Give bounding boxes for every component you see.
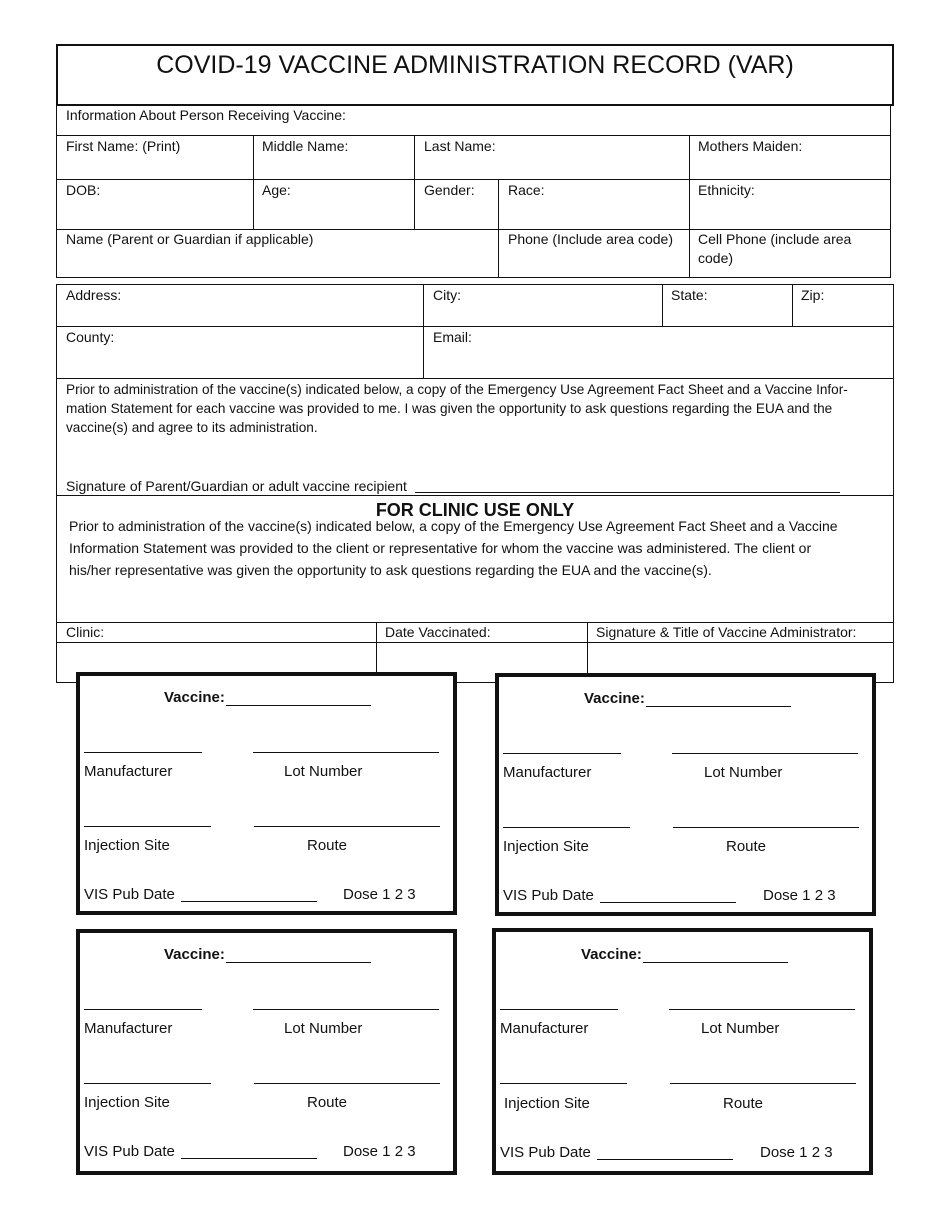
signature-line[interactable] xyxy=(415,492,840,493)
vaccine-card-4 xyxy=(492,928,873,1175)
consent-line-3: vaccine(s) and agree to its administration. xyxy=(66,420,318,435)
manufacturer-label: Manufacturer xyxy=(500,1020,589,1037)
age-field[interactable]: Age: xyxy=(262,182,291,198)
manufacturer-label: Manufacturer xyxy=(503,764,592,781)
vaccine-name-line[interactable] xyxy=(646,706,791,707)
signature-label: Signature of Parent/Guardian or adult vaccine recipient xyxy=(66,478,407,494)
address-field[interactable]: Address: xyxy=(66,287,122,303)
vaccine-label: Vaccine: xyxy=(584,690,645,707)
route-label: Route xyxy=(307,837,348,854)
injection-site-label: Injection Site xyxy=(504,1095,590,1112)
lot-number-label: Lot Number xyxy=(701,1020,780,1037)
injection-site-label: Injection Site xyxy=(84,1094,170,1111)
vaccine-name-line[interactable] xyxy=(226,705,371,706)
last-name-field[interactable]: Last Name: xyxy=(424,138,496,154)
manufacturer-label: Manufacturer xyxy=(84,1020,173,1037)
lot-number-label: Lot Number xyxy=(704,764,783,781)
administrator-signature-field[interactable]: Signature & Title of Vaccine Administrator: xyxy=(596,624,857,640)
zip-field[interactable]: Zip: xyxy=(801,287,825,303)
lot-number-label: Lot Number xyxy=(284,763,363,780)
route-label: Route xyxy=(307,1094,348,1111)
vis-pub-date-label: VIS Pub Date xyxy=(503,887,594,904)
clinic-field[interactable]: Clinic: xyxy=(66,624,105,640)
clinic-use-heading: FOR CLINIC USE ONLY xyxy=(375,500,575,520)
date-vaccinated-field[interactable]: Date Vaccinated: xyxy=(385,624,491,640)
vaccine-card-2 xyxy=(495,673,876,916)
guardian-name-field[interactable]: Name (Parent or Guardian if applicable) xyxy=(66,231,314,247)
clinic-line-2: Information Statement was provided to the client or representative for whom the vaccine was administered. The client or xyxy=(69,540,812,556)
consent-line-2: mation Statement for each vaccine was provided to me. I was given the opportunity to ask questions regarding the EUA and the xyxy=(66,401,833,416)
recipient-section-label: Information About Person Receiving Vaccine: xyxy=(66,107,346,123)
vaccine-label: Vaccine: xyxy=(164,689,225,706)
dob-field[interactable]: DOB: xyxy=(66,182,101,198)
email-field[interactable]: Email: xyxy=(433,329,472,345)
dose-options[interactable]: Dose 1 2 3 xyxy=(343,1143,416,1160)
mothers-maiden-field[interactable]: Mothers Maiden: xyxy=(698,138,803,154)
vaccine-name-line[interactable] xyxy=(226,962,371,963)
vaccine-card-3 xyxy=(76,929,457,1175)
vaccine-name-line[interactable] xyxy=(643,962,788,963)
first-name-field[interactable]: First Name: (Print) xyxy=(66,138,181,154)
injection-site-label: Injection Site xyxy=(503,838,589,855)
state-field[interactable]: State: xyxy=(671,287,708,303)
dose-options[interactable]: Dose 1 2 3 xyxy=(763,887,836,904)
injection-site-label: Injection Site xyxy=(84,837,170,854)
route-label: Route xyxy=(726,838,767,855)
dose-options[interactable]: Dose 1 2 3 xyxy=(760,1144,833,1161)
vaccine-label: Vaccine: xyxy=(164,946,225,963)
manufacturer-label: Manufacturer xyxy=(84,763,173,780)
consent-line-1: Prior to administration of the vaccine(s) indicated below, a copy of the Emergency Use Agreement Fact Sheet and a Vaccine Infor- xyxy=(66,382,848,397)
middle-name-field[interactable]: Middle Name: xyxy=(262,138,349,154)
clinic-line-1: Prior to administration of the vaccine(s) indicated below, a copy of the Emergency Use Agreement Fact Sheet and a Vaccine xyxy=(69,518,838,534)
phone-field[interactable]: Phone (Include area code) xyxy=(508,231,673,247)
cell-phone-field-line1[interactable]: Cell Phone (include area xyxy=(698,231,852,247)
clinic-line-3: his/her representative was given the opportunity to ask questions regarding the EUA and the vaccine(s). xyxy=(69,562,712,578)
vaccine-card-1 xyxy=(76,672,457,915)
county-field[interactable]: County: xyxy=(66,329,115,345)
vis-pub-date-label: VIS Pub Date xyxy=(84,1143,175,1160)
route-label: Route xyxy=(723,1095,764,1112)
cell-phone-field-line2: code) xyxy=(698,250,734,266)
race-field[interactable]: Race: xyxy=(508,182,545,198)
dose-options[interactable]: Dose 1 2 3 xyxy=(343,886,416,903)
vis-pub-date-label: VIS Pub Date xyxy=(84,886,175,903)
lot-number-label: Lot Number xyxy=(284,1020,363,1037)
ethnicity-field[interactable]: Ethnicity: xyxy=(698,182,755,198)
page-title: COVID-19 VACCINE ADMINISTRATION RECORD (VAR) xyxy=(156,51,794,79)
gender-field[interactable]: Gender: xyxy=(424,182,475,198)
vis-pub-date-label: VIS Pub Date xyxy=(500,1144,591,1161)
city-field[interactable]: City: xyxy=(433,287,461,303)
vaccine-label: Vaccine: xyxy=(581,946,642,963)
